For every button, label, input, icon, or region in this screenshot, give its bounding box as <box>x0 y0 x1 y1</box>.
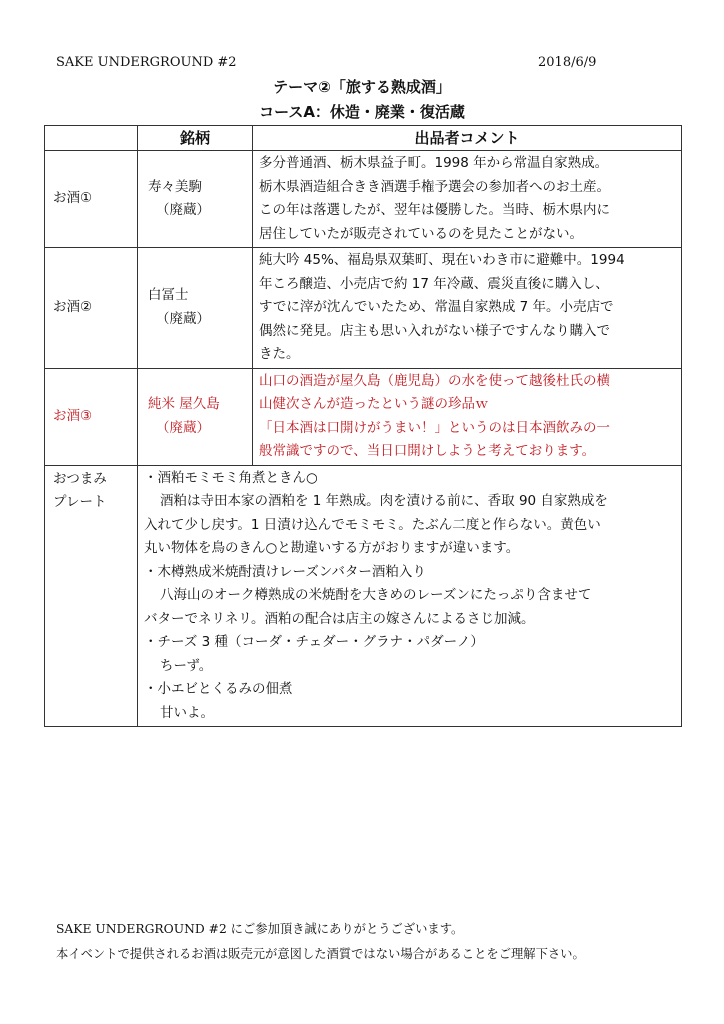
brand-status: （廃蔵） <box>156 310 210 327</box>
sake-comment <box>253 151 682 248</box>
snack-label: おつまみ プレート <box>45 465 138 727</box>
snack-line: 酒粕は寺田本家の酒粕を 1 年熟成。肉を漬ける前に、香取 90 自家熟成を <box>160 493 608 509</box>
comment-line: 「日本酒は口開けがうまい！」というのは日本酒飲みの一 <box>259 419 610 436</box>
header-brand: 銘柄 <box>138 126 253 151</box>
theme-title: テーマ②「旅する熟成酒」 <box>273 78 451 96</box>
brand-status: （廃蔵） <box>156 419 210 436</box>
sake-row <box>45 248 682 369</box>
snack-line: 甘いよ。 <box>160 704 214 721</box>
sake-brand <box>138 151 253 248</box>
course-title: コースA：休造・廃業・復活蔵 <box>259 103 465 121</box>
comment-line: 栃木県酒造組合きき酒選手権予選会の参加者へのお土産。 <box>259 178 610 195</box>
snack-line: 八海山のオーク樽熟成の米焼酎を大きめのレーズンにたっぷり含ませて <box>160 587 592 603</box>
brand-name: 白冨士 <box>148 287 189 304</box>
sake-number: お酒① <box>45 151 138 248</box>
sake-brand <box>138 248 253 369</box>
sake-number: お酒③ <box>45 368 138 465</box>
brand-name: 寿々美駒 <box>148 178 202 195</box>
brand-name: 純米 屋久島 <box>148 396 220 412</box>
comment-line: 偶然に発見。店主も思い入れがない様子ですんなり購入で <box>259 322 610 339</box>
snack-line: ・チーズ 3 種（コーダ・チェダー・グラナ・パダーノ） <box>144 634 484 650</box>
snack-line: ・木樽熟成米焼酎漬けレーズンバター酒粕入り <box>144 563 426 580</box>
event-title: SAKE UNDERGROUND #2 <box>56 55 237 70</box>
comment-line: 純大吟 45%、福島県双葉町、現在いわき市に避難中。1994 <box>259 252 625 268</box>
snack-description <box>138 465 682 727</box>
snack-line: バターでネリネリ。酒粕の配合は店主の嫁さんによるさじ加減。 <box>144 610 535 627</box>
snack-row <box>45 465 682 727</box>
comment-line: 山健次さんが造ったという謎の珍品ｗ <box>259 396 489 412</box>
sake-brand <box>138 368 253 465</box>
comment-line: 山口の酒造が屋久島（鹿児島）の水を使って越後杜氏の横 <box>259 372 610 389</box>
sake-number: お酒② <box>45 248 138 369</box>
event-date: 2018/6/9 <box>538 55 597 70</box>
footer-thanks: SAKE UNDERGROUND #2 にご参加頂き誠にありがとうございます。 <box>56 922 464 936</box>
snack-line: 入れて少し戻す。1 日漬け込んでモミモミ。たぶん二度と作らない。黄色い <box>144 516 601 533</box>
comment-line: この年は落選したが、翌年は優勝した。当時、栃木県内に <box>259 202 610 218</box>
sake-table <box>44 125 682 727</box>
footer-notice: 本イベントで提供されるお酒は販売元が意図した酒質ではない場合があることをご理解下さい。 <box>56 947 585 961</box>
comment-line: きた。 <box>259 346 300 362</box>
sake-comment <box>253 248 682 369</box>
brand-status: （廃蔵） <box>156 202 210 218</box>
snack-line: ・小エビとくるみの佃煮 <box>144 681 293 697</box>
comment-line: すでに滓が沈んでいたため、常温自家熟成 7 年。小売店で <box>259 299 614 315</box>
snack-line: 丸い物体を鳥のきん○と勘違いする方がおりますが違います。 <box>144 540 520 556</box>
sake-row <box>45 151 682 248</box>
header-blank <box>45 126 138 151</box>
table-header-row <box>45 126 682 151</box>
sake-row <box>45 368 682 465</box>
comment-line: 般常識ですので、当日口開けしようと考えております。 <box>259 443 596 459</box>
comment-line: 多分普通酒、栃木県益子町。1998 年から常温自家熟成。 <box>259 155 609 171</box>
comment-line: 年ころ醸造、小売店で約 17 年冷蔵、震災直後に購入し、 <box>259 275 609 292</box>
sake-comment <box>253 368 682 465</box>
comment-line: 居住していたが販売されているのを見たことがない。 <box>259 225 583 242</box>
snack-line: ・酒粕モミモミ角煮ときん○ <box>144 469 318 486</box>
snack-line: ちーず。 <box>160 657 213 674</box>
header-comment: 出品者コメント <box>253 126 682 151</box>
